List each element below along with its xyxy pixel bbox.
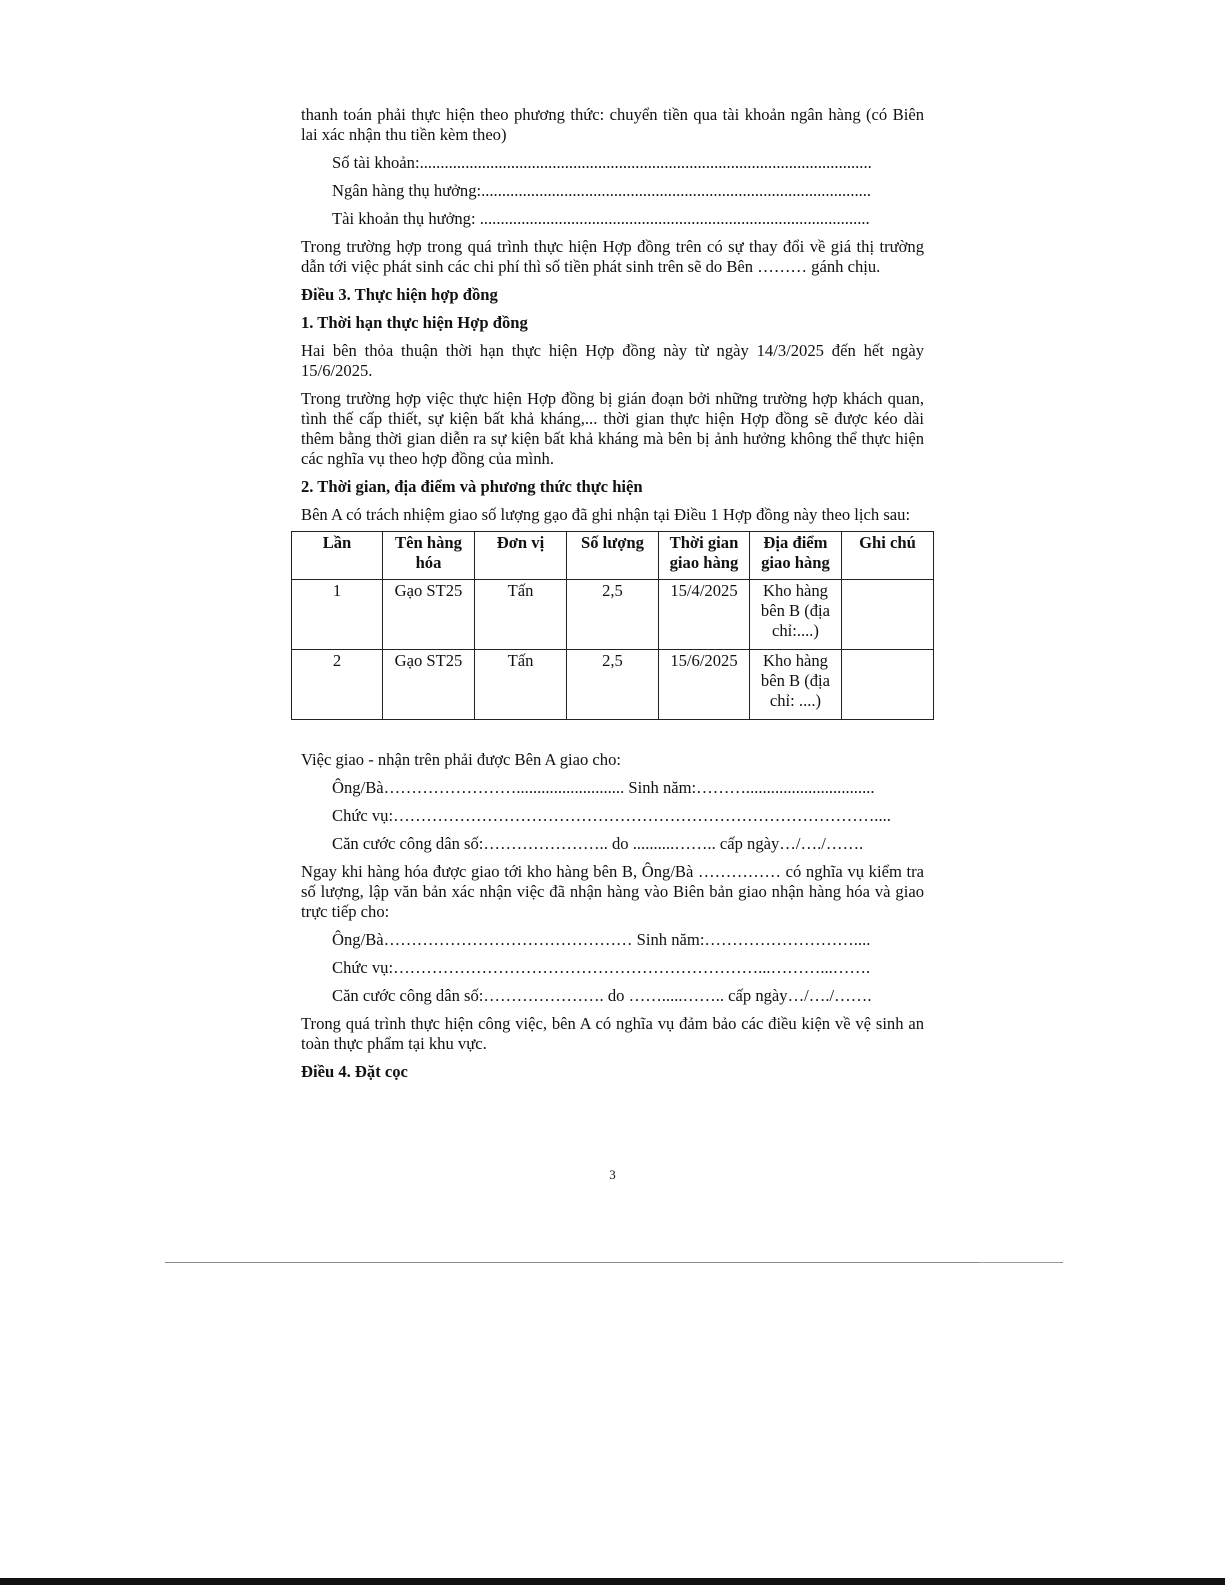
- article-4-heading: Điều 4. Đặt cọc: [301, 1062, 408, 1081]
- sender-position-field: Chức vụ:……………………………………………………………………………....: [332, 806, 891, 825]
- cell-ten-hang: Gạo ST25: [382, 580, 474, 650]
- cell-dia-diem: Kho hàng bên B (địa chỉ:....): [749, 580, 841, 650]
- cell-ghi-chu: [841, 650, 933, 720]
- table-header-row: [292, 532, 934, 580]
- receiver-name-field: Ông/Bà……………………………………… Sinh năm:………………………....: [332, 930, 871, 949]
- section-3-1-heading: 1. Thời hạn thực hiện Hợp đồng: [301, 313, 528, 332]
- header-cell-so-luong: Số lượng: [566, 532, 658, 580]
- cell-lan: 1: [292, 580, 383, 650]
- bottom-edge-bar: [0, 1578, 1225, 1585]
- handover-intro: Việc giao - nhận trên phải được Bên A giao cho:: [301, 750, 621, 769]
- cell-so-luong: 2,5: [566, 650, 658, 720]
- header-cell-lan: Lần: [292, 532, 383, 580]
- cell-so-luong: 2,5: [566, 580, 658, 650]
- cell-don-vi: Tấn: [474, 650, 566, 720]
- account-number-field: Số tài khoản:.............................................................................................................: [332, 153, 872, 172]
- cell-don-vi: Tấn: [474, 580, 566, 650]
- sender-id-field: Căn cước công dân số:………………….. do ..........…….. cấp ngày…/…./…….: [332, 834, 864, 853]
- beneficiary-bank-field: Ngân hàng thụ hưởng:..............................................................................................: [332, 181, 872, 200]
- cell-lan: 2: [292, 650, 383, 720]
- beneficiary-account-field: Tài khoản thụ hưởng: ..............................................................................................: [332, 209, 870, 228]
- page-divider: [165, 1262, 1063, 1263]
- header-cell-thoi-gian: Thời gian giao hàng: [658, 532, 749, 580]
- header-cell-don-vi: Đơn vị: [474, 532, 566, 580]
- sender-name-field: Ông/Bà…………………….......................... Sinh năm:………...............................: [332, 778, 875, 797]
- cell-dia-diem: Kho hàng bên B (địa chỉ: ....): [749, 650, 841, 720]
- article-3-heading: Điều 3. Thực hiện hợp đồng: [301, 285, 498, 304]
- table-spacer: [301, 720, 924, 750]
- section-3-2-heading: 2. Thời gian, địa điểm và phương thức thực hiện: [301, 477, 643, 496]
- table-row: [292, 580, 934, 650]
- page-number: 3: [609, 1167, 616, 1182]
- header-cell-ten-hang: Tên hàng hóa: [382, 532, 474, 580]
- delivery-schedule-table: [291, 531, 934, 720]
- food-safety-paragraph: Trong quá trình thực hiện công việc, bên A có nghĩa vụ đảm bảo các điều kiện về vệ sinh an toàn thực phẩm tại khu vực.: [301, 1014, 924, 1053]
- header-cell-dia-diem: Địa điểm giao hàng: [749, 532, 841, 580]
- page-content: [301, 105, 924, 1090]
- payment-method-paragraph: thanh toán phải thực hiện theo phương thức: chuyển tiền qua tài khoản ngân hàng (có Biên lai xác nhận thu tiền kèm theo): [301, 105, 924, 144]
- contract-term-paragraph: Hai bên thỏa thuận thời hạn thực hiện Hợp đồng này từ ngày 14/3/2025 đến hết ngày 15/6/2025.: [301, 341, 924, 380]
- cell-ten-hang: Gạo ST25: [382, 650, 474, 720]
- cell-thoi-gian: 15/4/2025: [658, 580, 749, 650]
- header-cell-ghi-chu: Ghi chú: [841, 532, 933, 580]
- cell-thoi-gian: 15/6/2025: [658, 650, 749, 720]
- price-change-paragraph: Trong trường hợp trong quá trình thực hiện Hợp đồng trên có sự thay đổi về giá thị trường dẫn tới việc phát sinh các chi phí thì số tiền phát sinh trên sẽ do Bên ……… gánh chịu.: [301, 237, 924, 276]
- delivery-schedule-intro: Bên A có trách nhiệm giao số lượng gạo đã ghi nhận tại Điều 1 Hợp đồng này theo lịch sau:: [301, 505, 911, 524]
- force-majeure-paragraph: Trong trường hợp việc thực hiện Hợp đồng bị gián đoạn bởi những trường hợp khách quan, tình thế cấp thiết, sự kiện bất khả kháng,... thời gian thực hiện Hợp đồng sẽ được kéo dài thêm bằng thời gian diễn ra sự kiện bất khả kháng mà bên bị ảnh hưởng không thể thực hiện các nghĩa vụ theo hợp đồng của mình.: [301, 389, 924, 468]
- receipt-paragraph: Ngay khi hàng hóa được giao tới kho hàng bên B, Ông/Bà …………… có nghĩa vụ kiểm tra số lượng, lập văn bản xác nhận việc đã nhận hàng vào Biên bản giao nhận hàng hóa và giao trực tiếp cho:: [301, 862, 924, 921]
- cell-ghi-chu: [841, 580, 933, 650]
- receiver-id-field: Căn cước công dân số:…………………. do …….....…….. cấp ngày…/…./…….: [332, 986, 872, 1005]
- receiver-position-field: Chức vụ:…………………………………………………………...………...…….: [332, 958, 871, 977]
- page-divider-tail: [980, 1262, 1060, 1263]
- table-row: [292, 650, 934, 720]
